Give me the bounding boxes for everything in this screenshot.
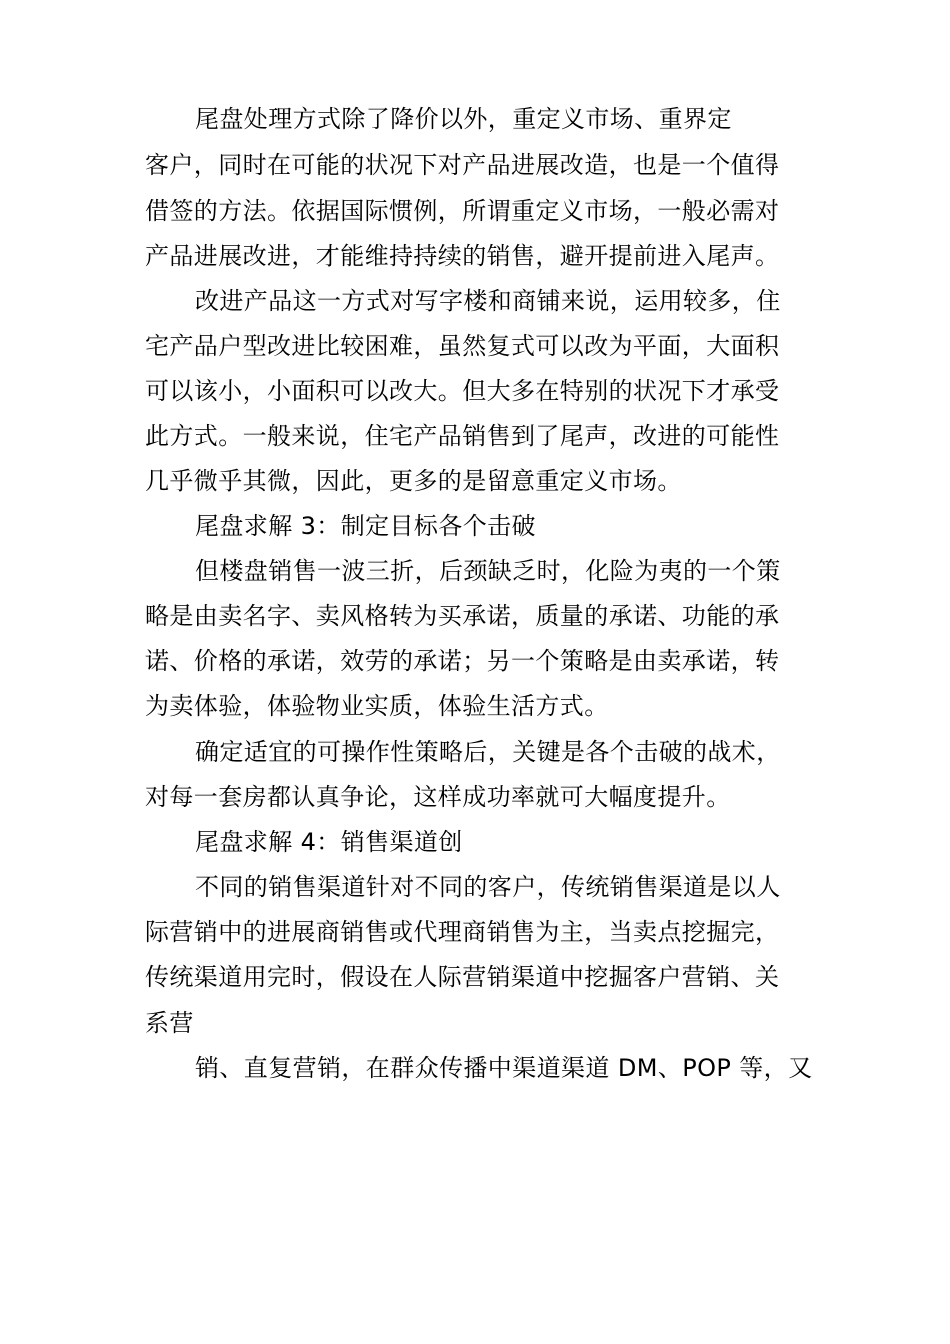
- paragraph-line: 几乎微乎其微，因此，更多的是留意重定义市场。: [145, 467, 682, 495]
- paragraph-line: 尾盘处理方式除了降价以外，重定义市场、重界定: [195, 105, 732, 133]
- paragraph-line: 产品进展改进，才能维持持续的销售，避开提前进入尾声。: [145, 242, 780, 270]
- paragraph-line: 略是由卖名字、卖风格转为买承诺，质量的承诺、功能的承: [145, 602, 780, 630]
- paragraph-line: 传统渠道用完时，假设在人际营销渠道中挖掘客户营销、关: [145, 963, 780, 991]
- paragraph-line: 际营销中的进展商销售或代理商销售为主，当卖点挖掘完，: [145, 918, 780, 946]
- paragraph-line: 系营: [145, 1009, 194, 1037]
- paragraph-line: 确定适宜的可操作性策略后，关键是各个击破的战术，: [195, 738, 781, 766]
- paragraph-line: 但楼盘销售一波三折，后颈缺乏时，化险为夷的一个策: [195, 557, 781, 585]
- paragraph-line: 宅产品户型改进比较困难，虽然复式可以改为平面，大面积: [145, 332, 780, 360]
- paragraph-line: 可以该小，小面积可以改大。但大多在特别的状况下才承受: [145, 377, 780, 405]
- paragraph-line: 对每一套房都认真争论，这样成功率就可大幅度提升。: [145, 783, 731, 811]
- paragraph-line: 诺、价格的承诺，效劳的承诺；另一个策略是由卖承诺，转: [145, 647, 780, 675]
- section-heading: 尾盘求解 3：制定目标各个击破: [195, 512, 536, 540]
- paragraph-line: 客户，同时在可能的状况下对产品进展改造，也是一个值得: [145, 151, 780, 179]
- paragraph-line: 为卖体验，体验物业实质，体验生活方式。: [145, 692, 609, 720]
- paragraph-line: 销、直复营销，在群众传播中渠道渠道 DM、POP 等，又: [195, 1054, 813, 1082]
- section-heading: 尾盘求解 4：销售渠道创: [195, 828, 463, 856]
- paragraph-line: 借签的方法。依据国际惯例，所谓重定义市场，一般必需对: [145, 197, 780, 225]
- paragraph-line: 改进产品这一方式对写字楼和商铺来说，运用较多，住: [195, 287, 781, 315]
- paragraph-line: 不同的销售渠道针对不同的客户，传统销售渠道是以人: [195, 873, 781, 901]
- paragraph-line: 此方式。一般来说，住宅产品销售到了尾声，改进的可能性: [145, 422, 780, 450]
